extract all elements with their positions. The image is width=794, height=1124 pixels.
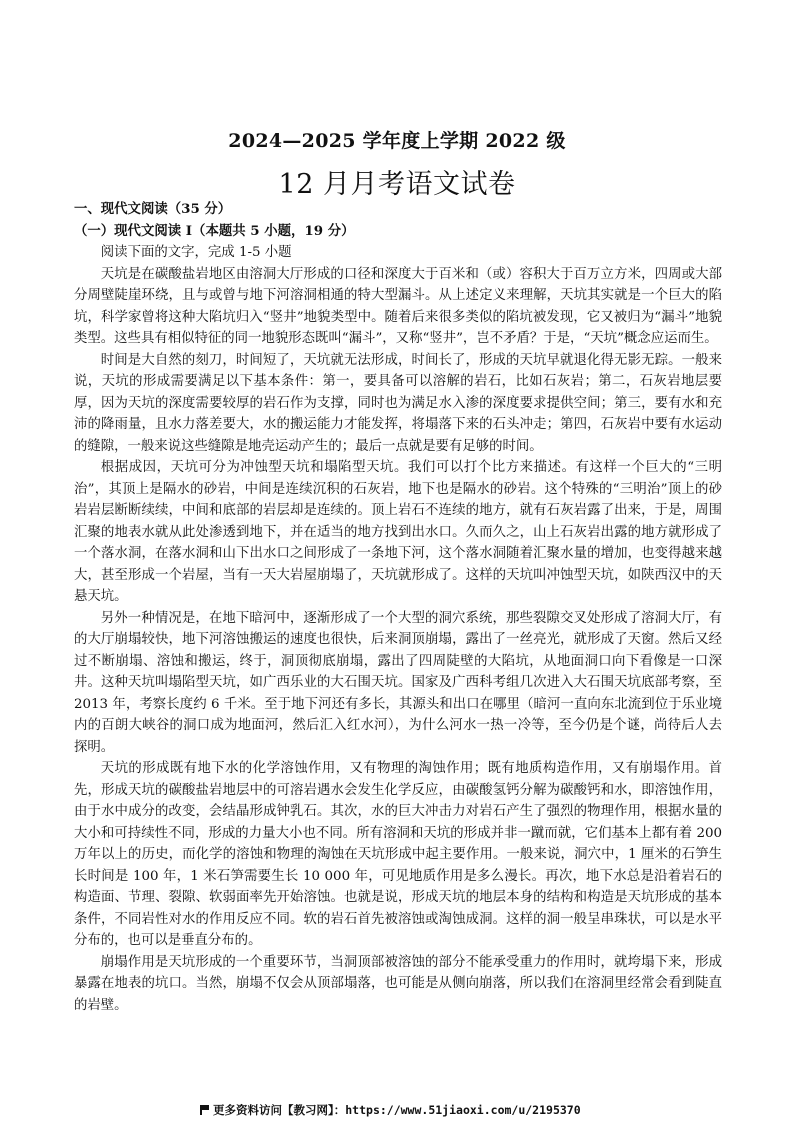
passage-paragraph-6: 崩塌作用是天坑形成的一个重要环节，当洞顶部被溶蚀的部分不能承受重力的作用时，就垮塌下来，形成暴露在地表的坑口。当然，崩塌不仅会从顶部塌落，也可能是从侧向崩落，所以我们在溶洞里经常会看到陡直的岩壁。 xyxy=(74,954,722,1013)
passage-paragraph-2: 时间是大自然的刻刀，时间短了，天坑就无法形成，时间长了，形成的天坑早就退化得无影无踪。一般来说，天坑的形成需要满足以下基本条件：第一，要具备可以溶解的岩石，比如石灰岩；第二，石灰岩地层要厚，因为天坑的深度需要较厚的岩石作为支撑，同时也为满足水入渗的深度要求提供空间；第三，要有水和充沛的降雨量，且水力落差要大，水的搬运能力才能发挥，将塌落下来的石头冲走；第四，石灰岩中要有水运动的缝隙，一般来说这些缝隙是地壳运动产生的；最后一点就是要有足够的时间。 xyxy=(74,352,722,454)
instruction-text: 阅读下面的文字，完成 1-5 小题 xyxy=(100,245,292,260)
footer-link[interactable] xyxy=(200,1102,760,1118)
section-heading: 一、现代文阅读（35 分） xyxy=(74,201,232,217)
passage-paragraph-1: 天坑是在碳酸盐岩地区由溶洞大厅形成的口径和深度大于百米和（或）容积大于百万立方米，四周或大部分周壁陡崖环绕，且与或曾与地下河溶洞相通的特大型漏斗。从上述定义来理解，天坑其实就是一个巨大的陷坑，科学家曾将这种大陷坑归入“竖井”地貌类型中。随着后来很多类似的陷坑被发现，它又被归为“漏斗”地貌类型。这些具有相似特征的同一地貌形态既叫“漏斗”，又称“竖井”，岂不矛盾？于是，“天坑”概念应运而生。 xyxy=(74,266,722,346)
passage-paragraph-4: 另外一种情况是，在地下暗河中，逐渐形成了一个大型的洞穴系统，那些裂隙交叉处形成了溶洞大厅，有的大厅崩塌较快，地下河溶蚀搬运的速度也很快，后来洞顶崩塌，露出了一丝亮光，就形成了天窗。然后又经过不断崩塌、溶蚀和搬运，终于，洞顶彻底崩塌，露出了四周陡壁的大陷坑，从地面洞口向下看像是一口深井。这种天坑叫塌陷型天坑，如广西乐业的大石围天坑。国家及广西科考组几次进入大石围天坑底部考察，至 2013 年，考察长度约 6 千米。至于地下河还有多长，其源头和出口在哪里（暗河一直向东北流到位于乐业境内的百朗大峡谷的洞口成为地面河，然后汇入红水河），为什么河水一热一冷等，至今仍是个谜，尚待后人去探明。 xyxy=(74,610,722,755)
exam-title: 12 月月考语文试卷 xyxy=(278,169,516,200)
exam-year-title: 2024—2025 学年度上学期 2022 级 xyxy=(228,130,566,152)
flag-icon xyxy=(200,1105,209,1114)
footer-text[interactable]: 更多资料访问【教习网】：https://www.51jiaoxi.com/u/2195370 xyxy=(213,1103,581,1117)
sub-section-heading: （一）现代文阅读 I（本题共 5 小题，19 分） xyxy=(74,222,355,239)
passage-paragraph-5: 天坑的形成既有地下水的化学溶蚀作用，又有物理的淘蚀作用；既有地质构造作用，又有崩塌作用。首先，形成天坑的碳酸盐岩地层中的可溶岩遇水会发生化学反应，由碳酸氢钙分解为碳酸钙和水，即溶蚀作用，由于水中成分的改变，会结晶形成钟乳石。其次，水的巨大冲击力对岩石产生了强烈的物理作用，根据水量的大小和可持续性不同，形成的力量大小也不同。所有溶洞和天坑的形成并非一蹴而就，它们基本上都有着 200 万年以上的历史，而化学的溶蚀和物理的淘蚀在天坑形成中起主要作用。一般来说，洞穴中，1 厘米的石笋生长时间是 100 年，1 米石笋需要生长 10 000 年，可见地质作用是多么漫长。再次，地下水总是沿着岩石的构造面、节理、裂隙、软弱面率先开始溶蚀。也就是说，形成天坑的地层本身的结构和构造是天坑形成的基本条件，不同岩性对水的作用反应不同。软的岩石首先被溶蚀或淘蚀成洞。这样的洞一般呈串珠状，可以是水平分布的，也可以是垂直分布的。 xyxy=(74,761,722,948)
reading-section xyxy=(74,199,722,1016)
passage-paragraph-3: 根据成因，天坑可分为冲蚀型天坑和塌陷型天坑。我们可以打个比方来描述。有这样一个巨大的“三明治”，其顶上是隔水的砂岩，中间是连续沉积的石灰岩，地下也是隔水的砂岩。这个特殊的“三明治”顶上的砂岩岩层断断续续，中间和底部的岩层却是连续的。顶上岩石不连续的地方，就有石灰岩露了出来，于是，周围汇聚的地表水就从此处渗透到地下，并在适当的地方找到出水口。久而久之，山上石灰岩出露的地方就形成了一个落水洞，在落水洞和山下出水口之间形成了一条地下河，这个落水洞随着汇聚水量的增加，也变得越来越大，甚至形成一个岩屋，当有一天大岩屋崩塌了，天坑就形成了。这样的天坑叫冲蚀型天坑，如陕西汉中的天悬天坑。 xyxy=(74,460,722,604)
